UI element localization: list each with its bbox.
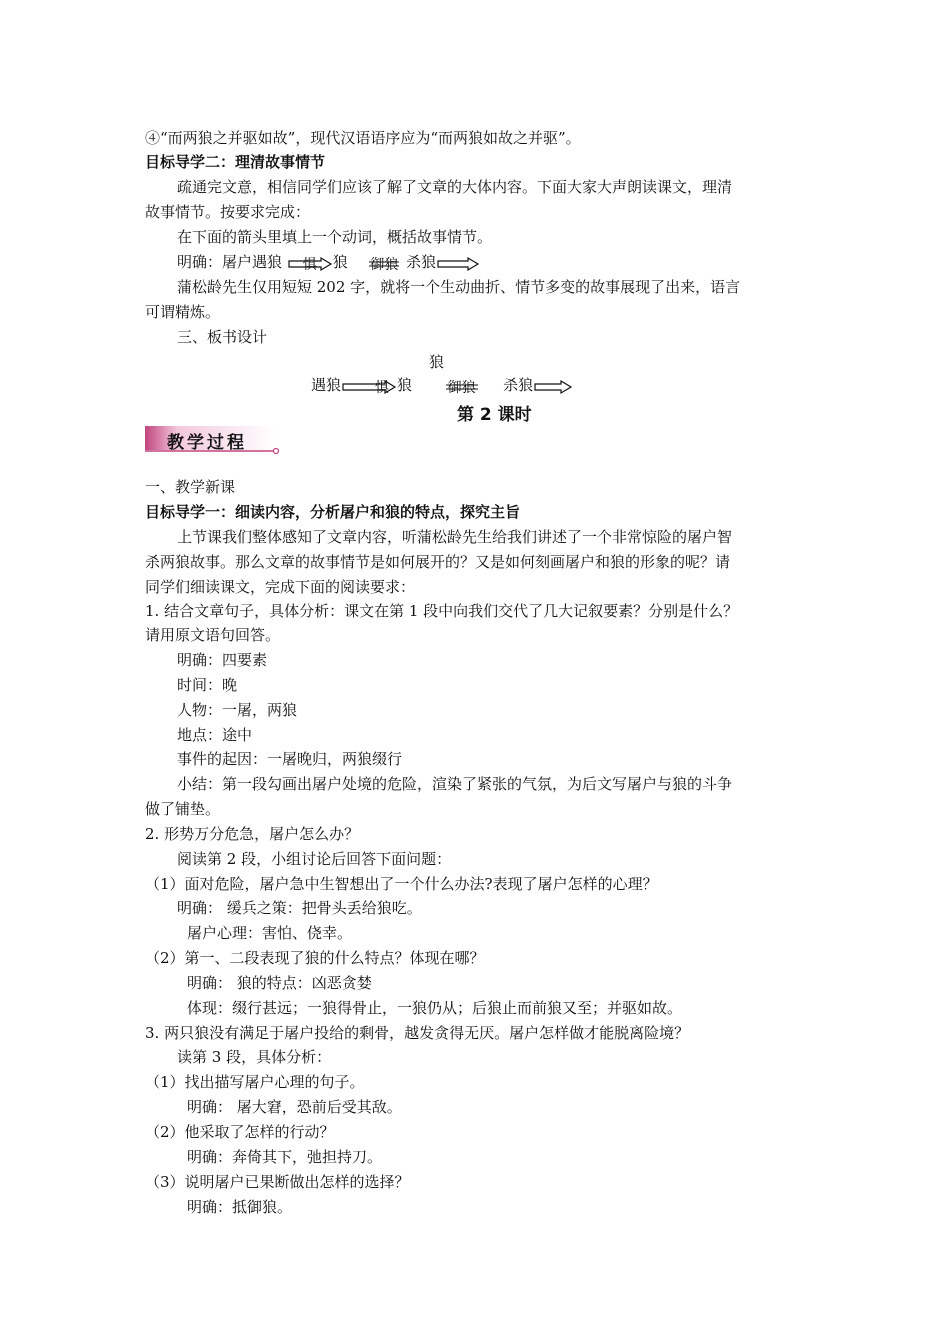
text-line: （2）第一、二段表现了狼的什么特点？体现在哪？ bbox=[145, 949, 485, 967]
board-text: 狼 bbox=[397, 376, 413, 394]
arrow-icon bbox=[367, 255, 401, 271]
text-line: 3. 两只狼没有满足于屠户投给的剩骨，越发贪得无厌。屠户怎样做才能脱离险境？ bbox=[145, 1024, 690, 1042]
text-line: 地点：途中 bbox=[177, 726, 253, 744]
heading-goal-two: 目标导学二：理清故事情节 bbox=[145, 153, 326, 171]
text-line: 明确： 屠大窘，恐前后受其敌。 bbox=[187, 1098, 402, 1116]
section-banner bbox=[145, 424, 285, 458]
text-line: 阅读第 2 段，小组讨论后回答下面问题： bbox=[177, 850, 452, 868]
text-line: 做了铺垫。 bbox=[145, 800, 221, 818]
text-line: 蒲松龄先生仅用短短 202 字，就将一个生动曲折、情节多变的故事展现了出来，语言 bbox=[177, 278, 741, 296]
text-line: 屠户心理：害怕、侥幸。 bbox=[187, 924, 353, 942]
text-line: 人物：一屠，两狼 bbox=[177, 701, 298, 719]
text-line: 疏通完文意，相信同学们应该了解了文章的大体内容。下面大家大声朗读课文，理清 bbox=[177, 178, 733, 196]
board-text: 遇狼 bbox=[311, 376, 342, 394]
board-design-line bbox=[311, 373, 573, 397]
arrow-icon bbox=[436, 255, 480, 271]
text-line: 明确：抵御狼。 bbox=[187, 1198, 293, 1216]
lesson-title: 第 2 课时 bbox=[457, 405, 532, 425]
text-line: 体现：缀行甚远；一狼得骨止，一狼仍从；后狼止而前狼又至；并驱如故。 bbox=[187, 999, 683, 1017]
arrow-label: 御狼 bbox=[370, 257, 399, 273]
text-line: 明确：奔倚其下，弛担持刀。 bbox=[187, 1148, 383, 1166]
text-line: 小结：第一段勾画出屠户处境的危险，渲染了紧张的气氛，为后文写屠户与狼的斗争 bbox=[177, 775, 733, 793]
text-line: 事件的起因：一屠晚归，两狼缀行 bbox=[177, 750, 403, 768]
arrow-label: 惧 bbox=[302, 257, 317, 273]
text-line: 2. 形势万分危急，屠户怎么办？ bbox=[145, 825, 360, 843]
text-line: （3）说明屠户已果断做出怎样的选择？ bbox=[145, 1173, 410, 1191]
text-line: 在下面的箭头里填上一个动词，概括故事情节。 bbox=[177, 228, 493, 246]
section-heading: 三、板书设计 bbox=[177, 328, 268, 346]
text-line: 可谓精炼。 bbox=[145, 303, 221, 321]
plot-answer-line bbox=[177, 250, 480, 274]
arrow-icon bbox=[444, 378, 480, 394]
text-line: （1）找出描写屠户心理的句子。 bbox=[145, 1073, 365, 1091]
text-line: （1）面对危险，屠户急中生智想出了一个什么办法?表现了屠户怎样的心理？ bbox=[145, 875, 658, 893]
text-line: 读第 3 段，具体分析： bbox=[177, 1048, 332, 1066]
text-line: 明确：四要素 bbox=[177, 651, 268, 669]
board-text: 杀狼 bbox=[503, 376, 534, 394]
text-line: 明确： 缓兵之策：把骨头丢给狼吃。 bbox=[177, 899, 422, 917]
board-top-label: 狼 bbox=[429, 353, 445, 371]
text-line: 1. 结合文章句子，具体分析：课文在第 1 段中向我们交代了几大记叙要素？分别是什么？ bbox=[145, 602, 739, 620]
heading-goal-one: 目标导学一：细读内容，分析屠户和狼的特点，探究主旨 bbox=[145, 503, 521, 521]
arrow-icon bbox=[533, 378, 573, 394]
text-line: 明确： 狼的特点：凶恶贪婪 bbox=[187, 974, 372, 992]
arrow-label: 惧 bbox=[375, 380, 390, 396]
text-line: 同学们细读课文，完成下面的阅读要求： bbox=[145, 578, 416, 596]
arrow-label: 御狼 bbox=[447, 380, 476, 396]
text-line: 故事情节。按要求完成： bbox=[145, 203, 311, 221]
text-line: ④“而两狼之并驱如故”，现代汉语语序应为“而两狼如故之并驱”。 bbox=[145, 129, 581, 147]
plot-prefix: 明确：屠户遇狼 bbox=[177, 253, 283, 271]
text-line: 上节课我们整体感知了文章内容，听蒲松龄先生给我们讲述了一个非常惊险的屠户智 bbox=[177, 528, 733, 546]
text-line: 杀两狼故事。那么文章的故事情节是如何展开的？又是如何刻画屠户和狼的形象的呢？请 bbox=[145, 553, 731, 571]
text-line: （2）他采取了怎样的行动？ bbox=[145, 1123, 335, 1141]
banner-title: 教学过程 bbox=[167, 433, 247, 453]
text-line: 一、教学新课 bbox=[145, 478, 236, 496]
arrow-icon bbox=[341, 378, 397, 394]
plot-end: 杀狼 bbox=[406, 253, 437, 271]
plot-mid: 狼 bbox=[332, 253, 348, 271]
arrow-icon bbox=[287, 255, 333, 271]
text-line: 请用原文语句回答。 bbox=[145, 626, 281, 644]
text-line: 时间：晚 bbox=[177, 676, 238, 694]
